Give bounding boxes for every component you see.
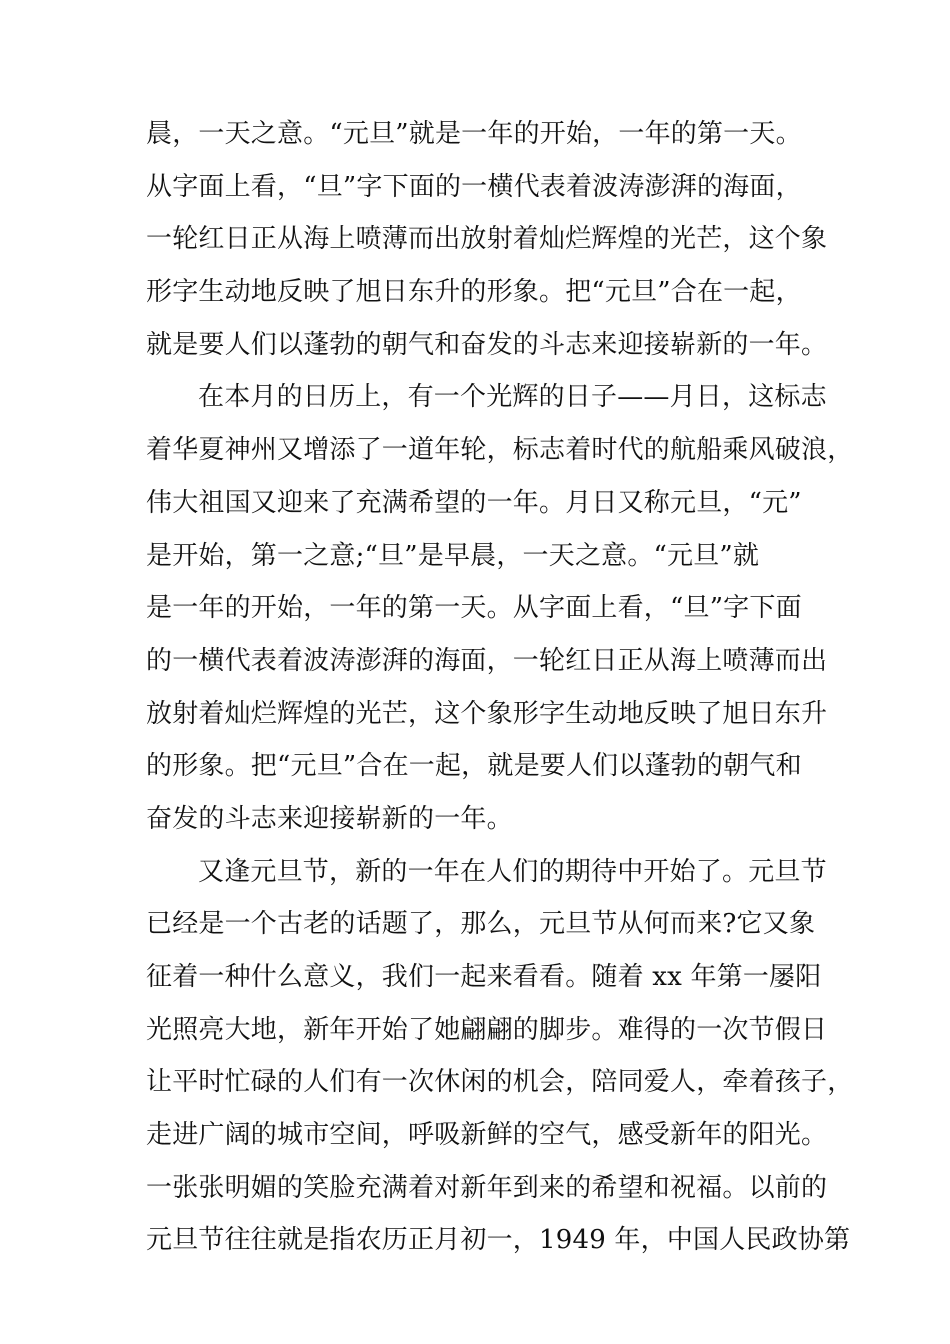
paragraph-start-line: 在本月的日历上，有一个光辉的日子——月日，这标志 — [198, 382, 827, 413]
text-line: 是一年的开始，一年的第一天。从字面上看，“旦”字下面 — [146, 593, 802, 624]
text-line: 征着一种什么意义，我们一起来看看。随着 xx 年第一屡阳 — [146, 962, 822, 992]
text-line: 光照亮大地，新年开始了她翩翩的脚步。难得的一次节假日 — [146, 1014, 828, 1045]
text-line: 走进广阔的城市空间，呼吸新鲜的空气，感受新年的阳光。 — [146, 1120, 828, 1151]
text-line: 伟大祖国又迎来了充满希望的一年。月日又称元旦，“元” — [146, 487, 802, 518]
text-line: 就是要人们以蓬勃的朝气和奋发的斗志来迎接崭新的一年。 — [146, 329, 828, 360]
text-line: 一轮红日正从海上喷薄而出放射着灿烂辉煌的光芒，这个象 — [146, 224, 828, 255]
text-line: 已经是一个古老的话题了，那么，元旦节从何而来?它又象 — [146, 909, 816, 940]
text-line: 奋发的斗志来迎接崭新的一年。 — [146, 803, 513, 834]
text-line: 一张张明媚的笑脸充满着对新年到来的希望和祝福。以前的 — [146, 1172, 828, 1203]
text-line: 让平时忙碌的人们有一次休闲的机会，陪同爱人，牵着孩子， — [146, 1067, 854, 1098]
text-line: 形字生动地反映了旭日东升的形象。把“元旦”合在一起， — [146, 277, 802, 308]
text-line: 元旦节往往就是指农历正月初一，1949 年，中国人民政协第 — [146, 1225, 851, 1256]
body-text — [146, 108, 854, 1267]
text-line: 从字面上看，“旦”字下面的一横代表着波涛澎湃的海面， — [146, 171, 802, 202]
text-line: 着华夏神州又增添了一道年轮，标志着时代的航船乘风破浪， — [146, 435, 854, 466]
text-line: 的一横代表着波涛澎湃的海面，一轮红日正从海上喷薄而出 — [146, 645, 828, 676]
text-line: 是开始，第一之意;“旦”是早晨，一天之意。“元旦”就 — [146, 540, 760, 571]
text-line: 放射着灿烂辉煌的光芒，这个象形字生动地反映了旭日东升 — [146, 698, 828, 729]
text-line: 的形象。把“元旦”合在一起，就是要人们以蓬勃的朝气和 — [146, 751, 802, 782]
text-line: 晨，一天之意。“元旦”就是一年的开始，一年的第一天。 — [146, 119, 802, 149]
paragraph-start-line: 又逢元旦节，新的一年在人们的期待中开始了。元旦节 — [198, 856, 827, 887]
